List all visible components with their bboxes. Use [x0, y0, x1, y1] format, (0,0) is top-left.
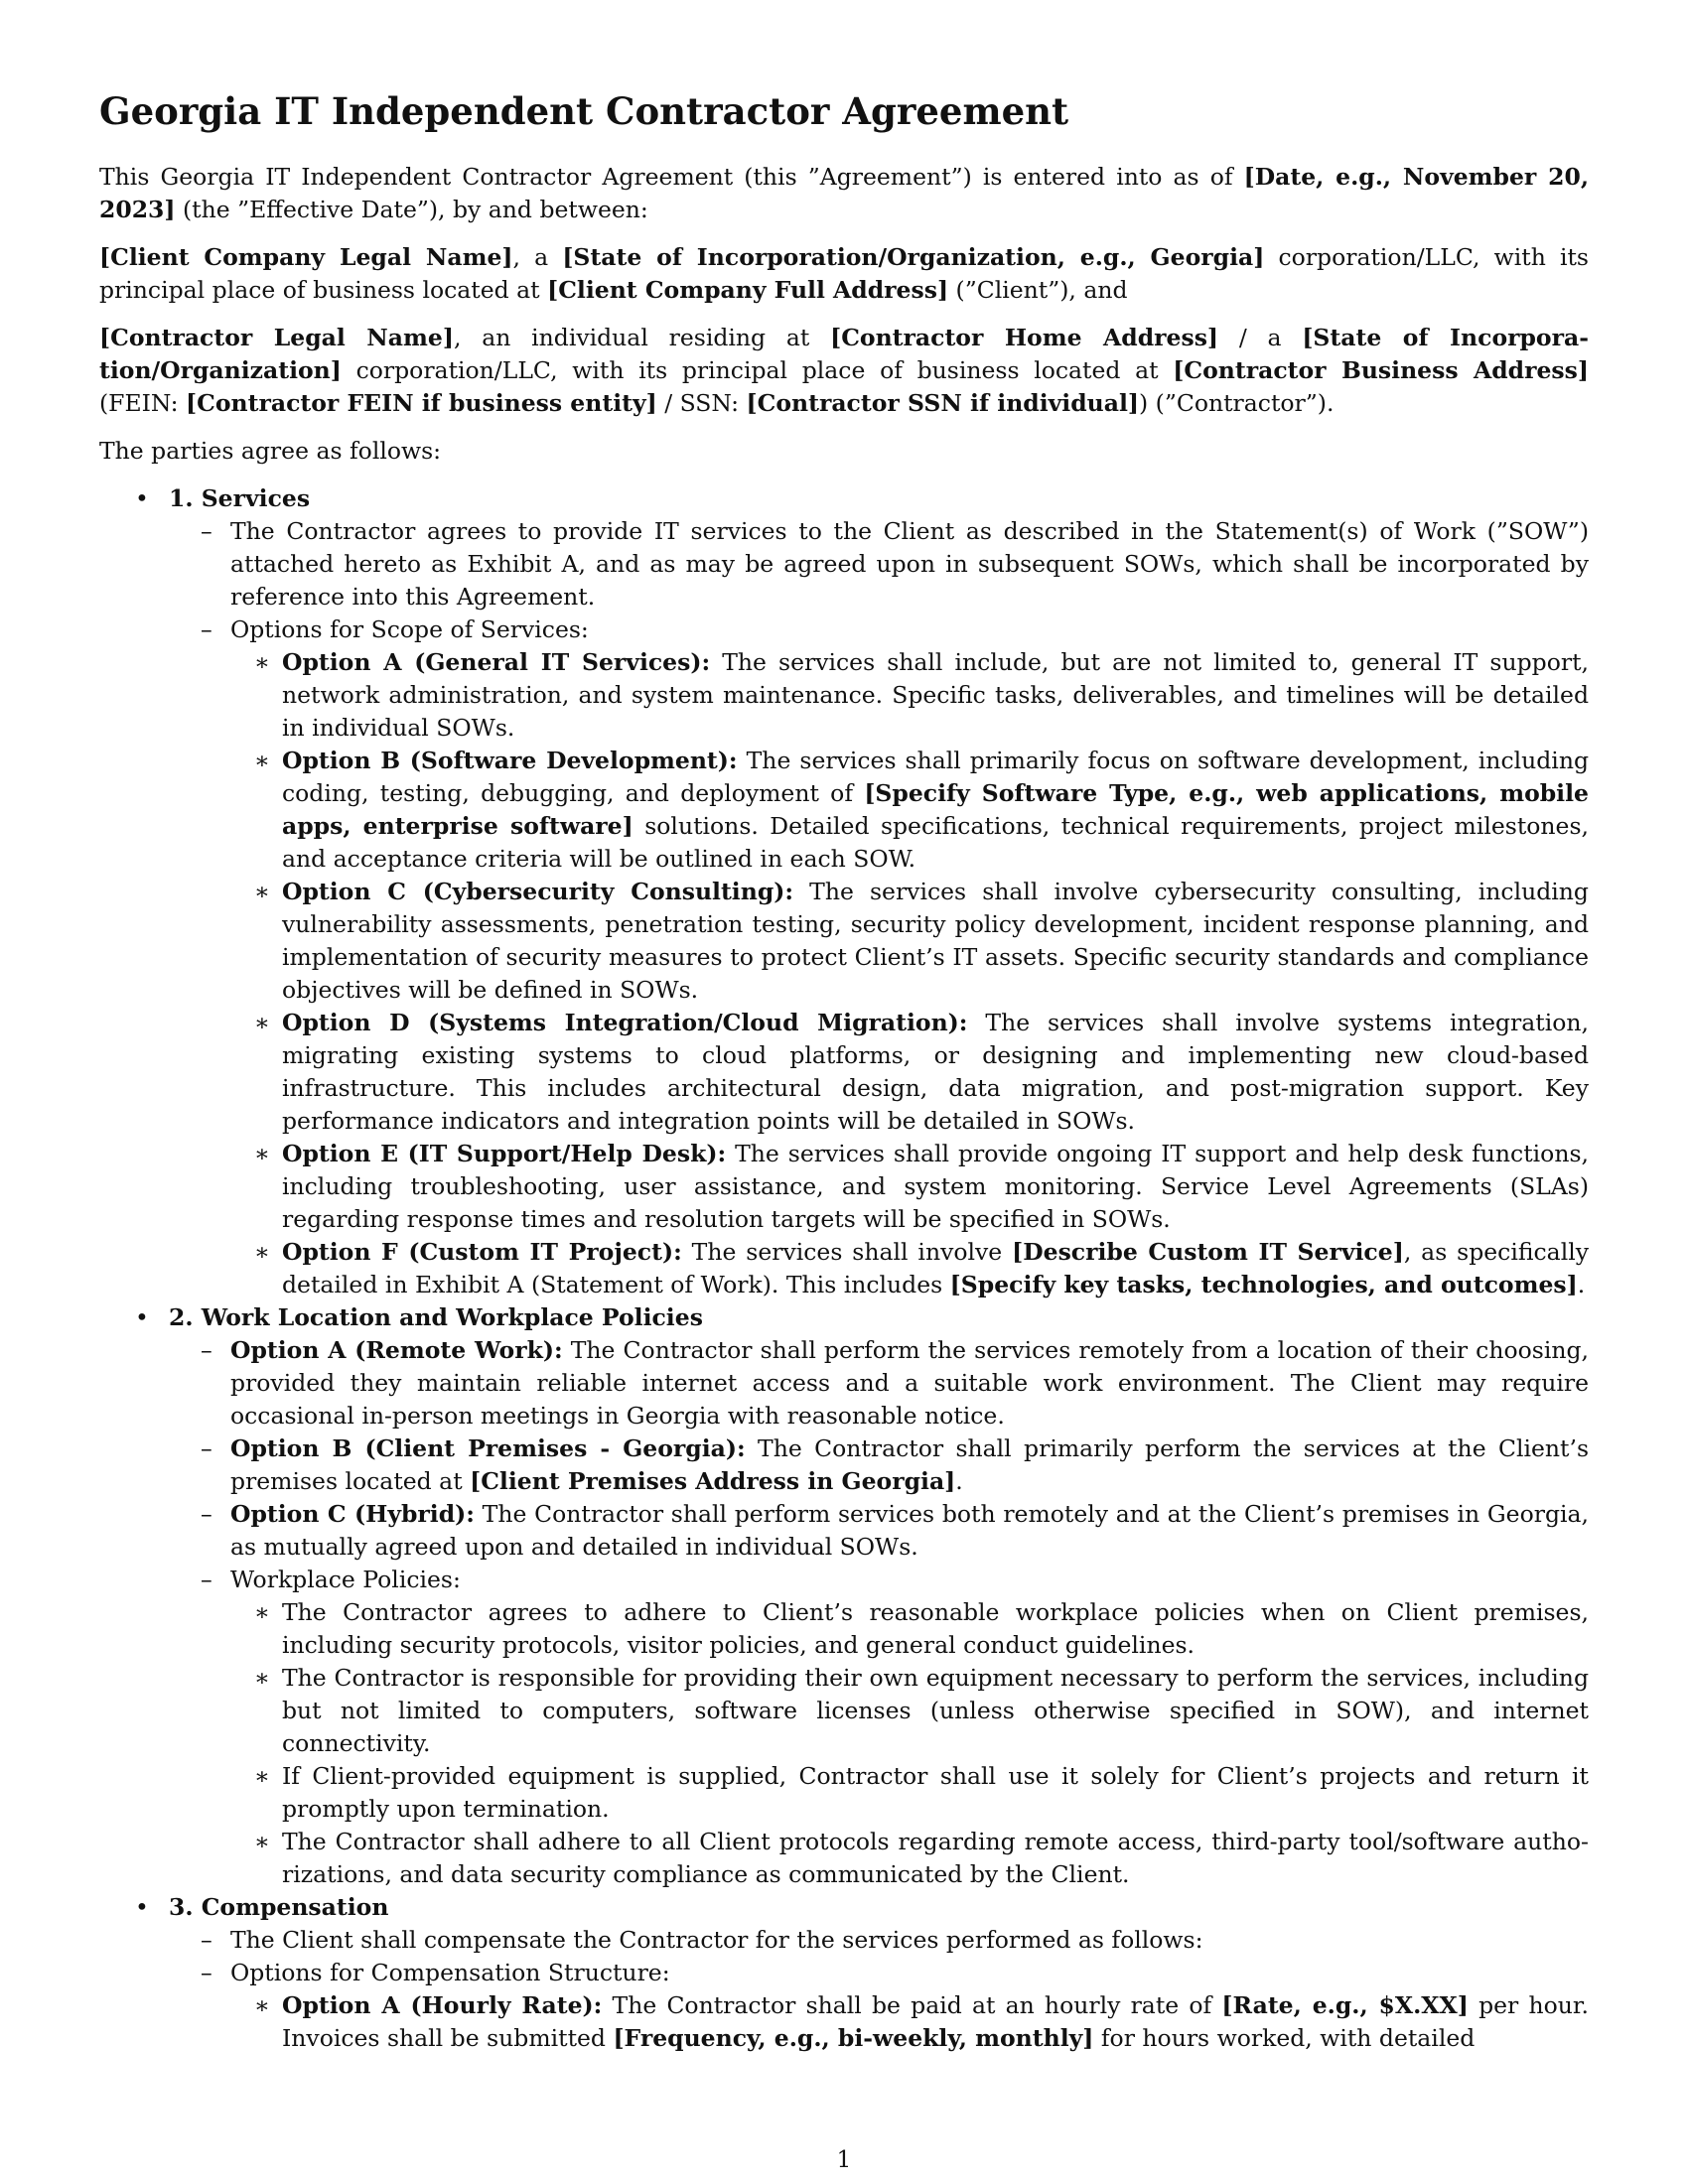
- section-clauses: [169, 1334, 1589, 1891]
- bold-text-run: [Date, e.g., November 20, 2023]: [99, 163, 1589, 223]
- bold-text-run: [Contractor Home Address]: [830, 324, 1219, 351]
- list-marker: ∗: [254, 747, 270, 774]
- text-run: .: [955, 1467, 963, 1495]
- option-text: [282, 1828, 1589, 1888]
- clause-text: [230, 1959, 670, 1986]
- text-run: solutions. Detailed specifications, technical requirements, project milestones, and acceptance criteria will be outlined in each SOW.: [282, 812, 1589, 873]
- list-marker: ∗: [254, 1598, 270, 1626]
- clause-text: [230, 615, 589, 643]
- option-item: [230, 876, 1589, 1007]
- clause-item: [169, 1564, 1589, 1891]
- bold-text-run: [Client Company Full Address]: [547, 276, 949, 304]
- text-run: The Client shall compensate the Contractor for the services performed as follows:: [230, 1926, 1203, 1954]
- text-run: The services shall primarily focus on software development, including coding, testing, debugging, and deployment of: [282, 747, 1589, 807]
- list-marker: –: [201, 1926, 212, 1954]
- clause-text: [230, 1336, 1589, 1430]
- text-run: ) (”Contractor”).: [1139, 389, 1335, 417]
- text-run: corporation/LLC, with its principal place of business located at: [99, 243, 1589, 304]
- clause-text: [230, 1500, 1589, 1561]
- bold-text-run: [Describe Custom IT Service]: [1012, 1238, 1404, 1266]
- document-body: [99, 161, 1589, 2055]
- clause-item: [169, 1334, 1589, 1433]
- list-marker: –: [201, 1959, 212, 1986]
- text-run: The services shall provide ongoing IT support and help desk functions, including troubleshooting, user assistance, and system monitoring. Service Level Agreements (SLAs) regarding response times and resolution targets will be specified in SOWs.: [282, 1140, 1589, 1233]
- clause-item: [169, 515, 1589, 614]
- clause-item: [169, 1433, 1589, 1498]
- intro-paragraph-3: [99, 322, 1589, 420]
- option-text: [282, 1238, 1589, 1298]
- bold-text-run: [Frequency, e.g., bi-weekly, monthly]: [613, 2024, 1094, 2052]
- list-marker: –: [201, 517, 212, 545]
- text-run: , a: [512, 243, 563, 271]
- intro-paragraph-4: The parties agree as follows:: [99, 437, 442, 465]
- bold-text-run: Option F (Custom IT Project):: [282, 1238, 682, 1266]
- list-marker: ∗: [254, 1664, 270, 1692]
- text-run: per hour. Invoices shall be submitted: [282, 1991, 1590, 2052]
- clause-text: [230, 1926, 1203, 1954]
- text-run: Options for Scope of Services:: [230, 615, 589, 643]
- text-run: / a: [1218, 324, 1303, 351]
- option-text: [282, 1598, 1589, 1659]
- option-text: [282, 1009, 1589, 1135]
- option-item: [230, 1236, 1589, 1301]
- text-run: If Client-provided equipment is supplied, Contractor shall use it solely for Client’s projects and return it promptly upon termination.: [282, 1762, 1589, 1823]
- text-run: The services shall include, but are not limited to, general IT support, network administration, and system maintenance. Specific tasks, deliverables, and timelines will be detailed in individual SOWs.: [282, 648, 1589, 742]
- list-marker: ∗: [254, 648, 270, 676]
- section-clauses: [169, 1924, 1589, 2055]
- bold-text-run: [Specify key tasks, technologies, and outcomes]: [949, 1271, 1578, 1298]
- bold-text-run: Option A (Hourly Rate):: [282, 1991, 603, 2019]
- list-marker: ∗: [254, 1828, 270, 1855]
- clause-item: [169, 1924, 1589, 1957]
- list-marker: –: [201, 615, 212, 643]
- option-item: [230, 1826, 1589, 1891]
- option-item: [230, 1138, 1589, 1236]
- list-marker: ∗: [254, 1009, 270, 1036]
- section-item: [99, 1891, 1589, 2055]
- option-list: [230, 1596, 1589, 1891]
- section-heading: 2. Work Location and Workplace Policies: [169, 1303, 703, 1331]
- text-run: .: [1577, 1271, 1586, 1298]
- bold-text-run: Option C (Cybersecurity Consulting):: [282, 878, 794, 905]
- text-run: Workplace Policies:: [230, 1566, 461, 1593]
- text-run: , as specifically detailed in Exhibit A (Statement of Work). This includes: [282, 1238, 1590, 1298]
- bold-text-run: [Contractor Business Address]: [1173, 356, 1589, 384]
- text-run: for hours worked, with detailed: [1093, 2024, 1476, 2052]
- option-item: [230, 1989, 1589, 2055]
- text-run: This Georgia IT Independent Contractor Agreement (this ”Agreement”) is entered into as of: [99, 163, 1244, 191]
- bold-text-run: Option E (IT Support/Help Desk):: [282, 1140, 727, 1167]
- list-marker: –: [201, 1566, 212, 1593]
- list-marker: –: [201, 1500, 212, 1528]
- list-marker: •: [135, 1303, 149, 1331]
- option-item: [230, 1760, 1589, 1826]
- bold-text-run: [Specify Software Type, e.g., web applications, mobile apps, enterprise software]: [282, 779, 1589, 840]
- text-run: / SSN:: [656, 389, 747, 417]
- text-run: (the ”Effective Date”), by and between:: [175, 196, 648, 223]
- list-marker: ∗: [254, 1238, 270, 1266]
- list-marker: ∗: [254, 1140, 270, 1167]
- bold-text-run: [Client Premises Address in Georgia]: [470, 1467, 956, 1495]
- section-heading: 1. Services: [169, 484, 311, 512]
- text-run: The Contractor agrees to provide IT services to the Client as described in the Statement(s) of Work (”SOW”) attached hereto as Exhibit A, and as may be agreed upon in subsequent SOWs, which shall be incorporated by reference into this Agreement.: [230, 517, 1589, 611]
- option-text: [282, 648, 1589, 742]
- option-item: [230, 1662, 1589, 1760]
- bold-text-run: [Rate, e.g., $X.XX]: [1221, 1991, 1469, 2019]
- text-run: The Contractor shall adhere to all Client protocols regarding remote access, third-party tool/software authorizations, and data security compliance as communicated by the Client.: [282, 1828, 1589, 1888]
- option-text: [282, 1991, 1589, 2052]
- list-marker: –: [201, 1434, 212, 1462]
- text-run: (FEIN:: [99, 389, 187, 417]
- option-list: [230, 1989, 1589, 2055]
- list-marker: –: [201, 1336, 212, 1364]
- section-item: [99, 1301, 1589, 1891]
- text-run: corporation/LLC, with its principal place of business located at: [341, 356, 1174, 384]
- clause-text: [230, 1434, 1589, 1495]
- bold-text-run: Option A (General IT Services):: [282, 648, 711, 676]
- sections-list: [99, 482, 1589, 2055]
- bold-text-run: [Contractor FEIN if business entity]: [186, 389, 657, 417]
- bold-text-run: [State of Incorporation/Organization]: [99, 324, 1589, 384]
- bold-text-run: Option D (Systems Integration/Cloud Migration):: [282, 1009, 968, 1036]
- section-item: [99, 482, 1589, 1301]
- text-run: The Contractor is responsible for providing their own equipment necessary to perform the services, including but not limited to computers, software licenses (unless otherwise specified in SOW), and internet connectivity.: [282, 1664, 1589, 1757]
- option-item: [230, 1007, 1589, 1138]
- text-run: The Contractor shall perform services both remotely and at the Client’s premises in Georgia, as mutually agreed upon and detailed in individual SOWs.: [230, 1500, 1589, 1561]
- option-item: [230, 646, 1589, 745]
- list-marker: ∗: [254, 1991, 270, 2019]
- intro-paragraph-2: [99, 241, 1589, 307]
- bold-text-run: Option C (Hybrid):: [230, 1500, 475, 1528]
- text-run: The services shall involve: [681, 1238, 1013, 1266]
- text-run: The Contractor shall primarily perform the services at the Client’s premises located at: [230, 1434, 1589, 1495]
- option-text: [282, 1140, 1589, 1233]
- clause-item: [169, 614, 1589, 1301]
- bold-text-run: Option B (Software Development):: [282, 747, 738, 774]
- option-item: [230, 745, 1589, 876]
- document-title: Georgia IT Independent Contractor Agreement: [99, 89, 1069, 133]
- section-clauses: [169, 515, 1589, 1301]
- bold-text-run: [State of Incorporation/Organization, e.g., Georgia]: [562, 243, 1265, 271]
- text-run: The services shall involve systems integration, migrating existing systems to cloud platforms, or designing and implementing new cloud-based infrastructure. This includes architectural design, data migration, and post-migration support. Key performance indicators and integration points will be detailed in SOWs.: [282, 1009, 1589, 1135]
- text-run: The services shall involve cybersecurity consulting, including vulnerability assessments, penetration testing, security policy development, incident response planning, and implementation of security measures to protect Client’s IT assets. Specific security standards and compliance objectives will be defined in SOWs.: [282, 878, 1589, 1004]
- bold-text-run: [Contractor Legal Name]: [99, 324, 454, 351]
- clause-text: [230, 517, 1589, 611]
- bold-text-run: [Client Company Legal Name]: [99, 243, 513, 271]
- bold-text-run: Option A (Remote Work):: [230, 1336, 563, 1364]
- list-marker: •: [135, 484, 149, 512]
- clause-text: [230, 1566, 461, 1593]
- option-list: [230, 646, 1589, 1301]
- list-marker: •: [135, 1893, 149, 1921]
- clause-item: [169, 1957, 1589, 2055]
- option-text: [282, 1762, 1589, 1823]
- text-run: (”Client”), and: [948, 276, 1128, 304]
- option-text: [282, 878, 1589, 1004]
- intro-paragraph-1: [99, 161, 1589, 226]
- list-marker: ∗: [254, 1762, 270, 1790]
- text-run: The Contractor shall perform the services remotely from a location of their choosing, provided they maintain reliable internet access and a suitable work environment. The Client may require occasional in-person meetings in Georgia with reasonable notice.: [230, 1336, 1589, 1430]
- text-run: , an individual residing at: [453, 324, 831, 351]
- section-heading: 3. Compensation: [169, 1893, 389, 1921]
- option-text: [282, 747, 1589, 873]
- text-run: The Contractor shall be paid at an hourly rate of: [602, 1991, 1222, 2019]
- text-run: The Contractor agrees to adhere to Client’s reasonable workplace policies when on Client premises, including security protocols, visitor policies, and general conduct guidelines.: [282, 1598, 1589, 1659]
- bold-text-run: [Contractor SSN if individual]: [746, 389, 1140, 417]
- page-number: 1: [836, 2147, 852, 2173]
- document-page: [99, 0, 1589, 2184]
- clause-item: [169, 1498, 1589, 1564]
- option-item: [230, 1596, 1589, 1662]
- list-marker: ∗: [254, 878, 270, 905]
- bold-text-run: Option B (Client Premises - Georgia):: [230, 1434, 746, 1462]
- option-text: [282, 1664, 1589, 1757]
- text-run: Options for Compensation Structure:: [230, 1959, 670, 1986]
